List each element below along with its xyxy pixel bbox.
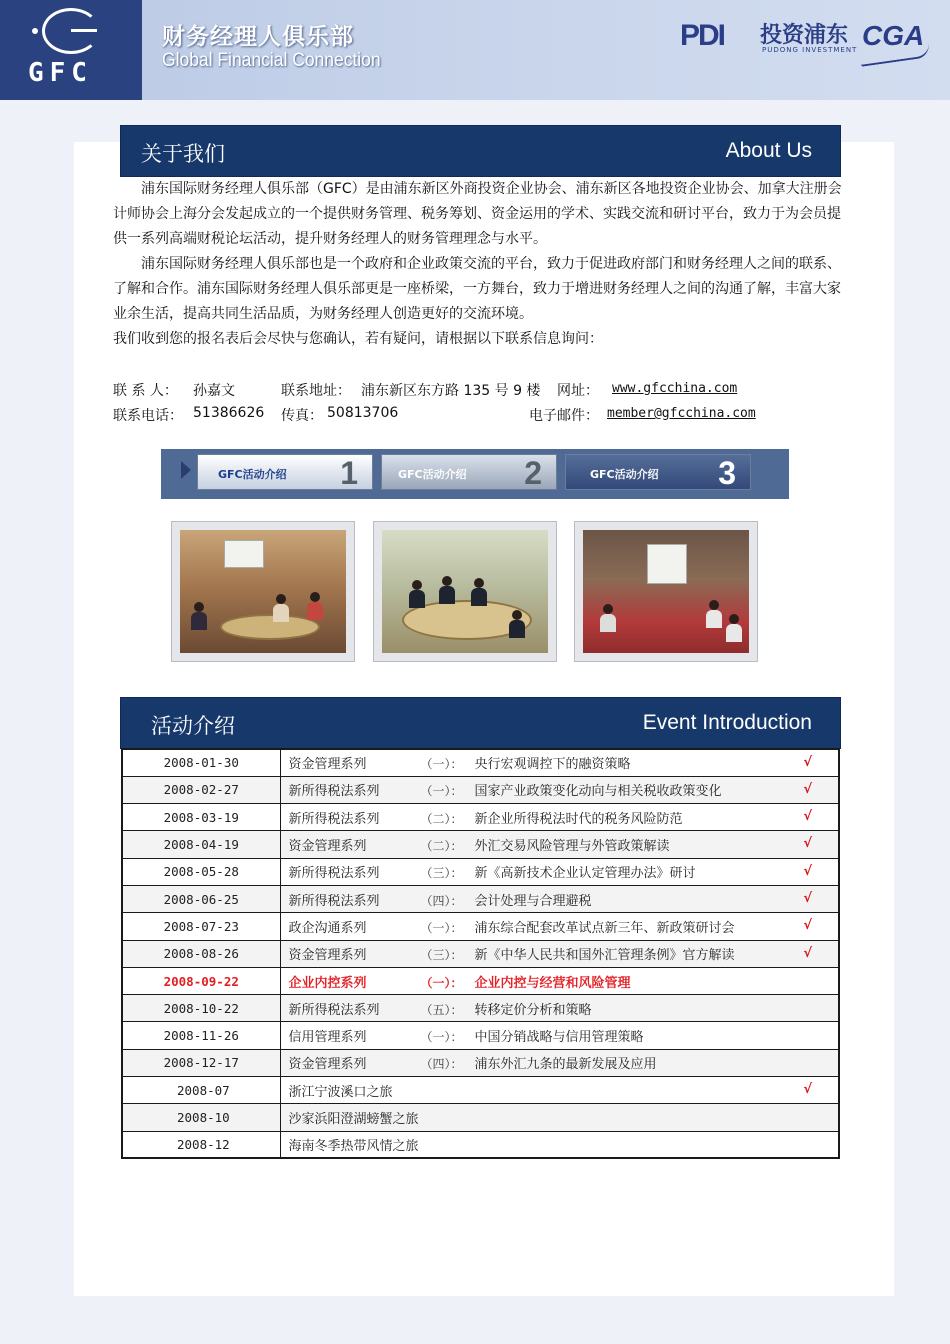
event-index: （四）： bbox=[420, 893, 463, 908]
attendee-body bbox=[600, 614, 616, 632]
attendee bbox=[194, 602, 204, 612]
website-link[interactable]: www.gfcchina.com bbox=[612, 381, 738, 396]
attendee bbox=[512, 610, 522, 620]
check-icon: √ bbox=[803, 918, 812, 934]
club-name-cn: 财务经理人俱乐部 bbox=[162, 24, 354, 50]
about-text bbox=[113, 177, 853, 352]
table-row bbox=[122, 831, 839, 858]
event-title: 企业内控与经营和风险管理 bbox=[474, 975, 631, 991]
check-icon: √ bbox=[803, 781, 812, 797]
event-date: 2008-07 bbox=[122, 1077, 280, 1104]
event-series: 政企沟通系列 bbox=[288, 920, 367, 936]
event-date: 2008-12-17 bbox=[122, 1049, 280, 1076]
event-title: 央行宏观调控下的融资策略 bbox=[474, 757, 631, 773]
event-index: （二）： bbox=[420, 811, 463, 826]
cga-logo: CGA bbox=[862, 20, 925, 51]
table-row bbox=[122, 776, 839, 803]
event-index: （一）： bbox=[420, 784, 463, 799]
photo-image bbox=[583, 530, 749, 653]
event-series: 资金管理系列 bbox=[288, 1057, 367, 1073]
event-description bbox=[280, 1131, 839, 1158]
event-index: （三）： bbox=[420, 948, 463, 963]
event-series: 新所得税法系列 bbox=[288, 811, 380, 827]
event-description bbox=[280, 831, 839, 858]
tab-number: 3 bbox=[718, 455, 736, 491]
event-description bbox=[280, 967, 839, 994]
tab-activity-1[interactable] bbox=[197, 454, 373, 490]
event-description bbox=[280, 995, 839, 1022]
meeting-table bbox=[220, 614, 320, 640]
event-series: 资金管理系列 bbox=[288, 839, 367, 855]
event-date: 2008-02-27 bbox=[122, 776, 280, 803]
attendee bbox=[442, 576, 452, 586]
contact-person-label: 联 系 人： bbox=[113, 383, 178, 399]
event-series: 资金管理系列 bbox=[288, 757, 367, 773]
events-title-en: Event Introduction bbox=[642, 711, 812, 734]
attendee-body bbox=[706, 610, 722, 628]
tab-label: GFC活动介绍 bbox=[218, 468, 287, 481]
check-icon: √ bbox=[803, 836, 812, 852]
event-date: 2008-05-28 bbox=[122, 858, 280, 885]
events-table-body bbox=[122, 749, 839, 1158]
event-date: 2008-04-19 bbox=[122, 831, 280, 858]
event-series: 资金管理系列 bbox=[288, 948, 367, 964]
check-icon: √ bbox=[803, 755, 812, 770]
arrow-right-icon bbox=[181, 461, 191, 479]
event-description bbox=[280, 776, 839, 803]
phone: 51386626 bbox=[193, 405, 265, 421]
check-icon: √ bbox=[803, 1082, 812, 1098]
event-date: 2008-12 bbox=[122, 1131, 280, 1158]
attendee bbox=[276, 594, 286, 604]
attendee bbox=[729, 614, 739, 624]
table-row bbox=[122, 749, 839, 776]
event-index: （一）： bbox=[420, 975, 463, 990]
event-title: 新《高新技术企业认定管理办法》研讨 bbox=[474, 866, 696, 882]
event-series: 新所得税法系列 bbox=[288, 893, 380, 909]
events-table bbox=[121, 748, 840, 1159]
attendee-body bbox=[726, 624, 742, 642]
table-row bbox=[122, 1131, 839, 1158]
event-date: 2008-09-22 bbox=[122, 967, 280, 994]
event-index: （一）： bbox=[420, 1030, 463, 1045]
event-introduction-header bbox=[121, 698, 840, 748]
gfc-ring-icon bbox=[42, 8, 100, 54]
event-photo-3[interactable] bbox=[574, 521, 758, 662]
event-series: 浙江宁波溪口之旅 bbox=[288, 1084, 393, 1100]
event-date: 2008-01-30 bbox=[122, 749, 280, 776]
event-photo-2[interactable] bbox=[373, 521, 557, 662]
event-description bbox=[280, 749, 839, 776]
event-title: 会计处理与合理避税 bbox=[474, 893, 592, 909]
event-series: 新所得税法系列 bbox=[288, 866, 380, 882]
check-icon: √ bbox=[803, 809, 812, 825]
event-title: 外汇交易风险管理与外管政策解读 bbox=[474, 839, 670, 855]
event-title: 新《中华人民共和国外汇管理条例》官方解读 bbox=[474, 948, 735, 964]
event-date: 2008-10-22 bbox=[122, 995, 280, 1022]
attendee-body bbox=[409, 590, 425, 608]
event-description bbox=[280, 885, 839, 912]
event-date: 2008-10 bbox=[122, 1104, 280, 1131]
activity-tabs bbox=[161, 449, 789, 499]
event-index: （二）： bbox=[420, 839, 463, 854]
event-series: 信用管理系列 bbox=[288, 1030, 367, 1046]
attendee-body bbox=[471, 588, 487, 606]
tab-activity-3[interactable] bbox=[565, 454, 751, 490]
event-index: （三）： bbox=[420, 866, 463, 881]
table-row bbox=[122, 804, 839, 831]
about-us-header bbox=[121, 126, 840, 176]
tab-activity-2[interactable] bbox=[381, 454, 557, 490]
event-index: （五）： bbox=[420, 1002, 463, 1017]
attendee-body bbox=[307, 602, 323, 620]
event-series: 沙家浜阳澄湖螃蟹之旅 bbox=[288, 1112, 419, 1127]
gfc-logo bbox=[0, 0, 142, 100]
event-description bbox=[280, 940, 839, 967]
address: 浦东新区东方路 135 号 9 楼 bbox=[361, 383, 541, 399]
attendee-body bbox=[439, 586, 455, 604]
event-title: 转移定价分析和策略 bbox=[474, 1002, 592, 1018]
address-label: 联系地址： bbox=[281, 383, 351, 399]
photo-image bbox=[180, 530, 346, 653]
event-title: 国家产业政策变化动向与相关税收政策变化 bbox=[474, 784, 722, 800]
event-index: （一）： bbox=[420, 920, 463, 935]
email-link[interactable]: member@gfcchina.com bbox=[607, 406, 756, 421]
event-description bbox=[280, 804, 839, 831]
projection-screen bbox=[647, 544, 687, 584]
check-icon: √ bbox=[803, 863, 812, 879]
about-paragraph-2: 浦东国际财务经理人俱乐部也是一个政府和企业政策交流的平台，致力于促进政府部门和财务经理人之间的联系、了解和合作。浦东国际财务经理人俱乐部更是一座桥梁，一方舞台，致力于增进财务经理人之间的沟通了解，丰富大家业余生活，提高共同生活品质，为财务经理人创造更好的交流环境。 bbox=[113, 256, 841, 322]
attendee-body bbox=[191, 612, 207, 630]
tab-number: 2 bbox=[524, 455, 542, 491]
table-row bbox=[122, 1104, 839, 1131]
event-title: 新企业所得税法时代的税务风险防范 bbox=[474, 811, 683, 827]
event-index: （一）： bbox=[420, 757, 463, 772]
tab-number: 1 bbox=[340, 455, 358, 491]
event-series: 海南冬季热带风情之旅 bbox=[288, 1139, 419, 1155]
table-row bbox=[122, 967, 839, 994]
fax-label: 传真： bbox=[281, 408, 323, 424]
event-date: 2008-03-19 bbox=[122, 804, 280, 831]
attendee-body bbox=[509, 620, 525, 638]
attendee bbox=[474, 578, 484, 588]
table-row bbox=[122, 995, 839, 1022]
attendee bbox=[603, 604, 613, 614]
event-description bbox=[280, 858, 839, 885]
event-description bbox=[280, 913, 839, 940]
page-header bbox=[0, 0, 950, 100]
about-paragraph-1: 浦东国际财务经理人俱乐部（GFC）是由浦东新区外商投资企业协会、浦东新区各地投资企业协会、加拿大注册会计师协会上海分会发起成立的一个提供财务管理、税务筹划、资金运用的学术、实践交流和研讨平台，致力于为会员提供一系列高端财税论坛活动，提升财务经理人的财务管理理念与水平。 bbox=[113, 181, 842, 247]
event-series: 新所得税法系列 bbox=[288, 1002, 380, 1018]
attendee bbox=[310, 592, 320, 602]
event-photo-1[interactable] bbox=[171, 521, 355, 662]
about-title-en: About Us bbox=[725, 139, 812, 162]
contact-person: 孙嘉文 bbox=[193, 383, 235, 399]
event-title: 浦东综合配套改革试点新三年、新政策研讨会 bbox=[474, 920, 735, 936]
tab-label: GFC活动介绍 bbox=[590, 468, 659, 481]
event-description bbox=[280, 1022, 839, 1049]
attendee bbox=[709, 600, 719, 610]
pdi-logo bbox=[680, 20, 752, 52]
event-description bbox=[280, 1077, 839, 1104]
gfc-dot bbox=[32, 28, 38, 34]
photo-image bbox=[382, 530, 548, 653]
table-row bbox=[122, 1049, 839, 1076]
check-icon: √ bbox=[803, 890, 812, 906]
event-date: 2008-07-23 bbox=[122, 913, 280, 940]
attendee bbox=[412, 580, 422, 590]
table-row bbox=[122, 885, 839, 912]
event-index: （四）： bbox=[420, 1057, 463, 1072]
event-date: 2008-11-26 bbox=[122, 1022, 280, 1049]
event-description bbox=[280, 1049, 839, 1076]
event-date: 2008-06-25 bbox=[122, 885, 280, 912]
pudong-investment-cn: 投资浦东 bbox=[760, 23, 849, 48]
event-series: 新所得税法系列 bbox=[288, 784, 380, 800]
table-row bbox=[122, 940, 839, 967]
projection-screen bbox=[224, 540, 264, 568]
fax: 50813706 bbox=[327, 405, 399, 421]
event-description bbox=[280, 1104, 839, 1131]
table-row bbox=[122, 1077, 839, 1104]
attendee-body bbox=[273, 604, 289, 622]
about-title-cn: 关于我们 bbox=[141, 142, 225, 166]
event-title: 中国分销战略与信用管理策略 bbox=[474, 1030, 644, 1046]
check-icon: √ bbox=[803, 945, 812, 961]
table-row bbox=[122, 913, 839, 940]
club-name-en: Global Financial Connection bbox=[162, 50, 381, 71]
table-row bbox=[122, 858, 839, 885]
web-label: 网址： bbox=[557, 383, 599, 399]
events-title-cn: 活动介绍 bbox=[151, 714, 235, 738]
phone-label: 联系电话： bbox=[113, 408, 183, 424]
event-date: 2008-08-26 bbox=[122, 940, 280, 967]
tab-label: GFC活动介绍 bbox=[398, 468, 467, 481]
gfc-logo-text: GFC bbox=[28, 58, 93, 88]
event-series: 企业内控系列 bbox=[288, 975, 367, 991]
pudong-investment-en: PUDONG INVESTMENT bbox=[762, 46, 858, 54]
event-title: 浦东外汇九条的最新发展及应用 bbox=[474, 1057, 657, 1073]
table-row bbox=[122, 1022, 839, 1049]
email-label: 电子邮件： bbox=[529, 408, 599, 424]
about-paragraph-3: 我们收到您的报名表后会尽快与您确认，若有疑问，请根据以下联系信息询问： bbox=[113, 331, 603, 347]
pdi-mark: PDI bbox=[680, 19, 725, 52]
